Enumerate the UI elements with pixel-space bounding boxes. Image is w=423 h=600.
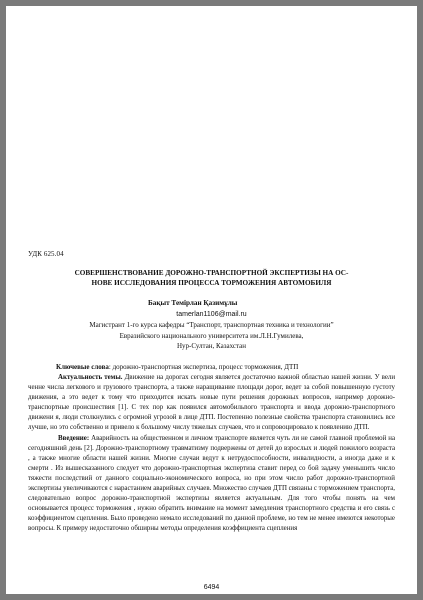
- keywords: [56, 363, 395, 371]
- author-email: tamerlan1106@mail.ru: [176, 311, 247, 318]
- intro-label: Введение:: [58, 434, 90, 442]
- keywords-label: Ключевые слова: [56, 363, 109, 371]
- affiliation: [28, 320, 395, 352]
- affiliation-line-2: Евразийского национального университета им.Л.Н.Гумилева,: [119, 331, 304, 340]
- udk-code: УДК 625.04: [28, 250, 64, 258]
- article-body: [28, 373, 395, 535]
- relevance-text: Движение на дорогах сегодня является достаточно важной областью нашей жизни. У вели ченне числа легкового и грузового транспорта, а также наращивание площади дорог, ведет за собой повышенную густоту движения, а это ведет к тому что приходится искать новые пути решения дорожных вопросов, например дорожно-транспортные происшествия [1]. С тех пор как появился автомобильnого транспорта и ввода дорожно-транспортного движени я, люди столкнулись с огромной угрозой в лице ДТП. Постепенно полезные свойства транспорта становились все лучше, но это собственно и привело к большому числу тяжелых случаев, что и сопровоцировало к появлению ДТП.: [28, 374, 396, 432]
- paper-title: [28, 268, 395, 288]
- title-line-1: СОВЕРШЕНСТВОВАНИЕ ДОРОЖНО-ТРАНСПОРТНОЙ ЭКСПЕРТИЗЫ НА ОС-: [74, 269, 349, 277]
- keywords-text: : дорожно-транспортная экспертиза, процесс торможения, ДТП: [108, 363, 299, 371]
- relevance-label: Актуальность темы.: [58, 374, 123, 381]
- affiliation-line-3: Нур-Султан, Казахстан: [176, 342, 247, 350]
- affiliation-line-1: Магистрант 1-го курса кафедры “Транспорт, транспортная техника и технологии”: [89, 321, 334, 329]
- title-line-2: НОВЕ ИССЛЕДОВАНИЯ ПРОЦЕССА ТОРМОЖЕНИЯ АВТОМОБИЛЯ: [91, 279, 332, 287]
- document-page: [6, 6, 417, 594]
- intro-text: Аварийность на общественном и личном транспорте является чуть ли не самой главной проблемой на сегодняшний день [2]. Дорожно-транспортному травматизму подвержены от детей до взрослых и людей пожилого возраста , а также многие области нашей жизни. Многие случаи ведут к нетрудоспособности, инвалидности, а иногда даже и к смерти . Из вышесказанного следует что дорожно-транспортная экспертиза ставит перед со бой задачу уменьшить число тяжести последствий от данного социально-экономического вопроса, но при этом число работ дорожно-транспортной экспертизы увеличиваются с нарастанием аварийных случаев. Множество случаев ДТП связаны с торможением транспорта, следовательно вопрос дорожно-транспортной экспертизы является актуальным. Для того чтобы понять на чем основывается процесс торможения , нужно обратить внимание на момент замедления транспортного средства и его связь с коэффициентом сцепления. Было проведено немало исследований по данной проблеме, но тем не менее имеются некоторые вопросы. К примеру недостаточно обширны методы определения коэффициента сцепления: [28, 434, 395, 533]
- page-number: 6494: [203, 584, 220, 591]
- paragraph-introduction: [28, 434, 395, 535]
- paragraph-relevance: [28, 373, 395, 434]
- author-name: Бақыт Темірлан Қазимұлы: [148, 299, 238, 307]
